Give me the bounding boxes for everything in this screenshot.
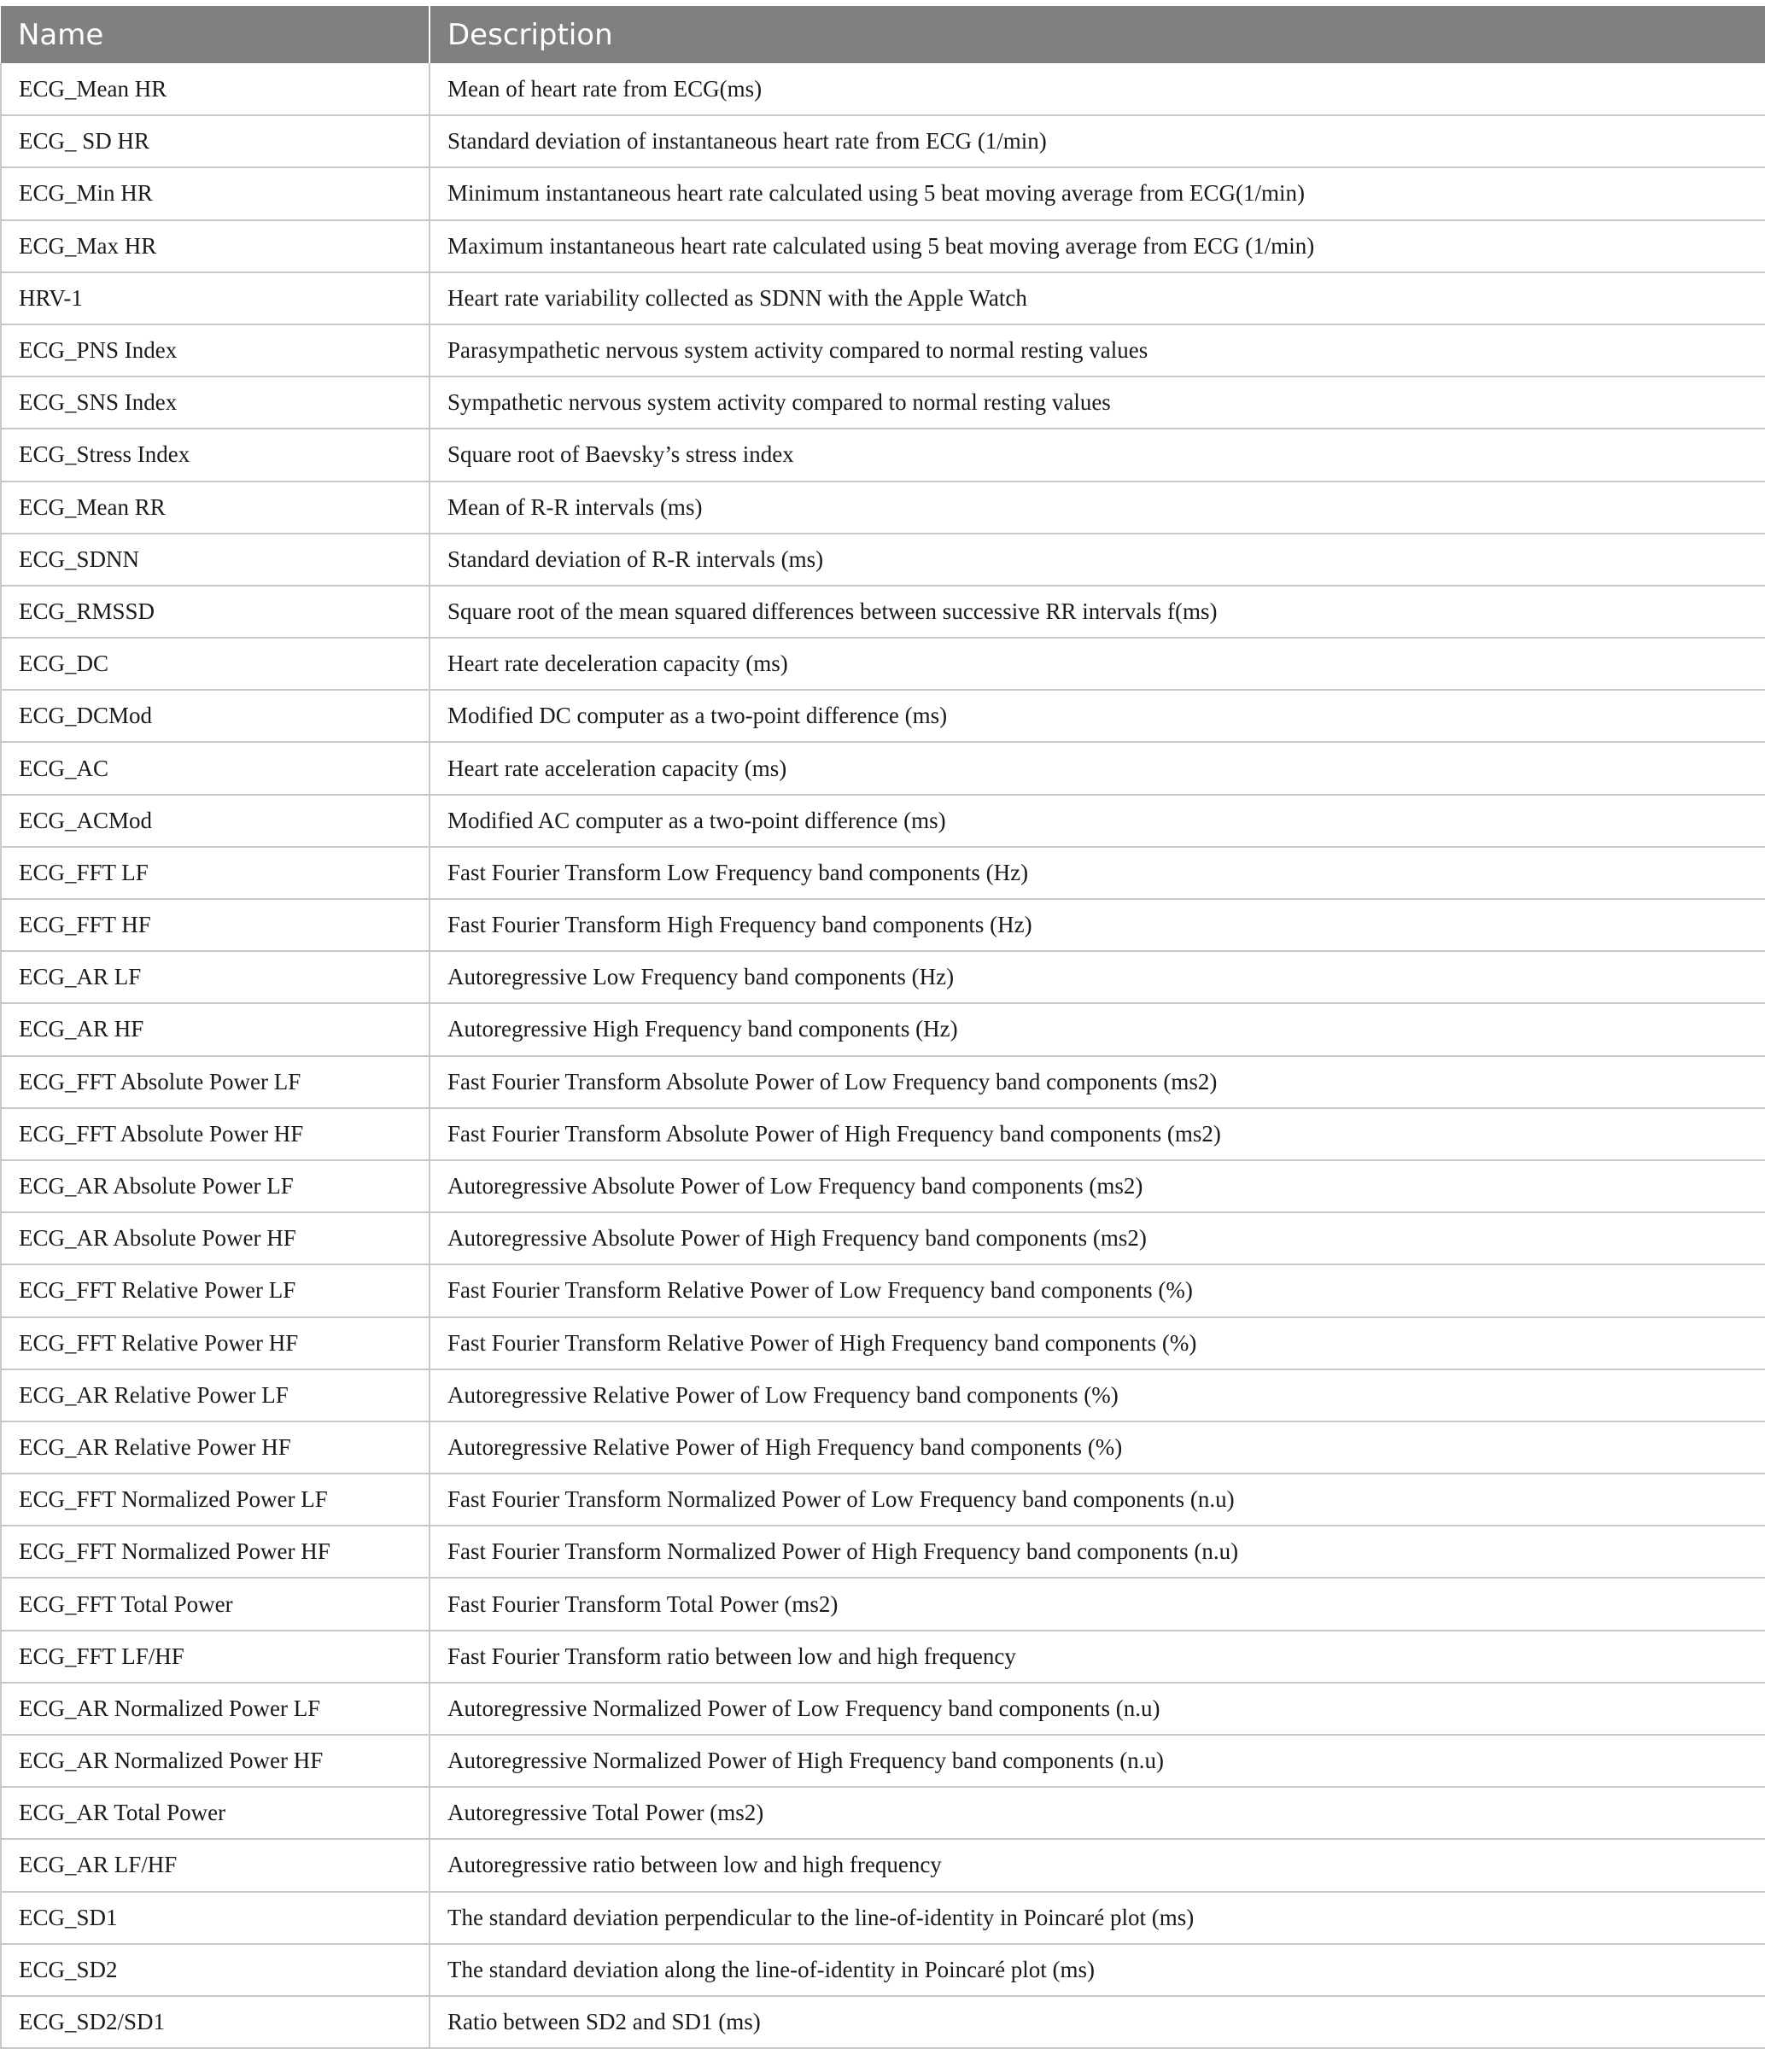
header-description: Description xyxy=(430,6,1765,63)
table-row xyxy=(1,1056,1765,1108)
table-row xyxy=(1,167,1765,219)
cell-name: ECG_SD1 xyxy=(1,1892,430,1944)
table-row xyxy=(1,272,1765,324)
cell-name: ECG_FFT Normalized Power LF xyxy=(1,1474,430,1526)
table-row xyxy=(1,690,1765,742)
cell-description: The standard deviation perpendicular to the line-of-identity in Poincaré plot (ms) xyxy=(430,1892,1765,1944)
table-row xyxy=(1,1892,1765,1944)
cell-description: Square root of Baevsky’s stress index xyxy=(430,429,1765,481)
table-row xyxy=(1,1317,1765,1369)
cell-description: Autoregressive Normalized Power of Low Frequency band components (n.u) xyxy=(430,1683,1765,1735)
cell-description: Fast Fourier Transform High Frequency band components (Hz) xyxy=(430,899,1765,951)
cell-name: ECG_FFT Total Power xyxy=(1,1578,430,1630)
cell-name: ECG_AR LF/HF xyxy=(1,1839,430,1891)
cell-description: The standard deviation along the line-of-identity in Poincaré plot (ms) xyxy=(430,1944,1765,1996)
cell-name: ECG_AR Normalized Power HF xyxy=(1,1735,430,1787)
cell-name: ECG_FFT HF xyxy=(1,899,430,951)
cell-description: Autoregressive Relative Power of Low Frequency band components (%) xyxy=(430,1369,1765,1421)
table-row xyxy=(1,1735,1765,1787)
cell-description: Autoregressive Absolute Power of Low Frequency band components (ms2) xyxy=(430,1160,1765,1212)
cell-description: Fast Fourier Transform Normalized Power of Low Frequency band components (n.u) xyxy=(430,1474,1765,1526)
table-row xyxy=(1,1108,1765,1160)
table-row xyxy=(1,586,1765,638)
cell-description: Parasympathetic nervous system activity compared to normal resting values xyxy=(430,324,1765,376)
cell-name: ECG_FFT Relative Power LF xyxy=(1,1264,430,1316)
cell-description: Ratio between SD2 and SD1 (ms) xyxy=(430,1996,1765,2048)
cell-description: Modified DC computer as a two-point difference (ms) xyxy=(430,690,1765,742)
cell-description: Fast Fourier Transform Low Frequency band components (Hz) xyxy=(430,847,1765,899)
cell-name: ECG_AR HF xyxy=(1,1003,430,1055)
cell-description: Heart rate deceleration capacity (ms) xyxy=(430,638,1765,690)
table-row xyxy=(1,1631,1765,1683)
cell-description: Fast Fourier Transform Normalized Power of High Frequency band components (n.u) xyxy=(430,1526,1765,1578)
header-row xyxy=(1,6,1765,63)
cell-name: ECG_FFT Normalized Power HF xyxy=(1,1526,430,1578)
table-row xyxy=(1,1839,1765,1891)
ecg-features-table xyxy=(0,6,1765,2049)
cell-description: Modified AC computer as a two-point difference (ms) xyxy=(430,795,1765,847)
cell-name: ECG_FFT LF xyxy=(1,847,430,899)
cell-description: Fast Fourier Transform Absolute Power of High Frequency band components (ms2) xyxy=(430,1108,1765,1160)
cell-description: Autoregressive Normalized Power of High Frequency band components (n.u) xyxy=(430,1735,1765,1787)
cell-description: Autoregressive Relative Power of High Frequency band components (%) xyxy=(430,1421,1765,1474)
cell-description: Standard deviation of instantaneous heart rate from ECG (1/min) xyxy=(430,115,1765,167)
table-row xyxy=(1,1787,1765,1839)
cell-description: Minimum instantaneous heart rate calculated using 5 beat moving average from ECG(1/min) xyxy=(430,167,1765,219)
table-header xyxy=(1,6,1765,63)
table-row xyxy=(1,115,1765,167)
table-row xyxy=(1,324,1765,376)
cell-description: Autoregressive Total Power (ms2) xyxy=(430,1787,1765,1839)
cell-name: ECG_PNS Index xyxy=(1,324,430,376)
cell-name: ECG_AR LF xyxy=(1,951,430,1003)
cell-name: ECG_AC xyxy=(1,742,430,794)
cell-name: ECG_AR Normalized Power LF xyxy=(1,1683,430,1735)
cell-name: ECG_FFT Relative Power HF xyxy=(1,1317,430,1369)
cell-name: ECG_DCMod xyxy=(1,690,430,742)
cell-name: ECG_Mean HR xyxy=(1,63,430,115)
cell-name: ECG_SD2/SD1 xyxy=(1,1996,430,2048)
table-row xyxy=(1,899,1765,951)
table-row xyxy=(1,1160,1765,1212)
cell-name: ECG_Min HR xyxy=(1,167,430,219)
cell-description: Fast Fourier Transform ratio between low and high frequency xyxy=(430,1631,1765,1683)
cell-description: Mean of heart rate from ECG(ms) xyxy=(430,63,1765,115)
table-row xyxy=(1,63,1765,115)
cell-name: ECG_AR Relative Power HF xyxy=(1,1421,430,1474)
cell-name: ECG_DC xyxy=(1,638,430,690)
table-row xyxy=(1,1474,1765,1526)
cell-name: ECG_SDNN xyxy=(1,534,430,586)
table-row xyxy=(1,220,1765,272)
cell-name: ECG_AR Absolute Power HF xyxy=(1,1212,430,1264)
table-row xyxy=(1,638,1765,690)
cell-description: Mean of R-R intervals (ms) xyxy=(430,482,1765,534)
table-row xyxy=(1,1421,1765,1474)
cell-description: Maximum instantaneous heart rate calculated using 5 beat moving average from ECG (1/min) xyxy=(430,220,1765,272)
table-row xyxy=(1,1212,1765,1264)
table-container xyxy=(0,6,1765,2049)
cell-name: ECG_Mean RR xyxy=(1,482,430,534)
cell-description: Autoregressive Low Frequency band components (Hz) xyxy=(430,951,1765,1003)
cell-name: ECG_AR Total Power xyxy=(1,1787,430,1839)
cell-name: ECG_FFT Absolute Power LF xyxy=(1,1056,430,1108)
cell-name: ECG_SNS Index xyxy=(1,376,430,429)
cell-description: Sympathetic nervous system activity compared to normal resting values xyxy=(430,376,1765,429)
cell-description: Autoregressive Absolute Power of High Frequency band components (ms2) xyxy=(430,1212,1765,1264)
cell-description: Fast Fourier Transform Absolute Power of Low Frequency band components (ms2) xyxy=(430,1056,1765,1108)
cell-description: Fast Fourier Transform Total Power (ms2) xyxy=(430,1578,1765,1630)
cell-name: ECG_Max HR xyxy=(1,220,430,272)
table-row xyxy=(1,482,1765,534)
cell-name: ECG_Stress Index xyxy=(1,429,430,481)
table-row xyxy=(1,795,1765,847)
table-row xyxy=(1,1526,1765,1578)
cell-name: ECG_ACMod xyxy=(1,795,430,847)
cell-description: Heart rate acceleration capacity (ms) xyxy=(430,742,1765,794)
table-row xyxy=(1,1944,1765,1996)
cell-name: HRV-1 xyxy=(1,272,430,324)
cell-description: Autoregressive High Frequency band components (Hz) xyxy=(430,1003,1765,1055)
cell-description: Fast Fourier Transform Relative Power of High Frequency band components (%) xyxy=(430,1317,1765,1369)
table-row xyxy=(1,1578,1765,1630)
cell-name: ECG_RMSSD xyxy=(1,586,430,638)
table-row xyxy=(1,1996,1765,2048)
cell-name: ECG_AR Absolute Power LF xyxy=(1,1160,430,1212)
header-name: Name xyxy=(1,6,430,63)
table-row xyxy=(1,1369,1765,1421)
table-body xyxy=(1,63,1765,2048)
table-row xyxy=(1,429,1765,481)
cell-description: Square root of the mean squared differences between successive RR intervals f(ms) xyxy=(430,586,1765,638)
cell-name: ECG_FFT LF/HF xyxy=(1,1631,430,1683)
cell-name: ECG_ SD HR xyxy=(1,115,430,167)
table-row xyxy=(1,534,1765,586)
cell-description: Autoregressive ratio between low and high frequency xyxy=(430,1839,1765,1891)
table-row xyxy=(1,1003,1765,1055)
cell-description: Heart rate variability collected as SDNN with the Apple Watch xyxy=(430,272,1765,324)
table-row xyxy=(1,1264,1765,1316)
table-row xyxy=(1,376,1765,429)
cell-description: Fast Fourier Transform Relative Power of Low Frequency band components (%) xyxy=(430,1264,1765,1316)
cell-description: Standard deviation of R-R intervals (ms) xyxy=(430,534,1765,586)
table-row xyxy=(1,742,1765,794)
cell-name: ECG_SD2 xyxy=(1,1944,430,1996)
table-row xyxy=(1,1683,1765,1735)
cell-name: ECG_FFT Absolute Power HF xyxy=(1,1108,430,1160)
cell-name: ECG_AR Relative Power LF xyxy=(1,1369,430,1421)
table-row xyxy=(1,951,1765,1003)
table-row xyxy=(1,847,1765,899)
